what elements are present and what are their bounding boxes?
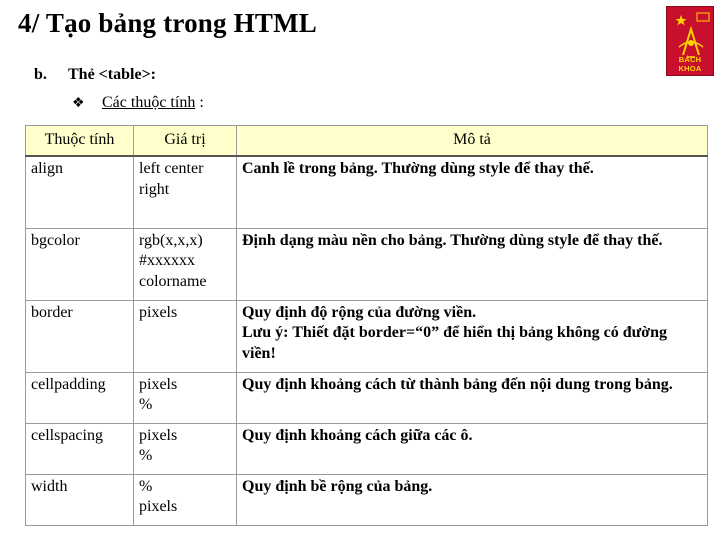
diamond-bullet-icon: ❖ xyxy=(72,96,85,111)
attribute-cell: border xyxy=(26,300,134,372)
logo-text: BÁCH KHOA xyxy=(678,55,702,73)
table-row xyxy=(26,474,708,525)
description-cell: Quy định độ rộng của đường viền. Lưu ý: Thiết đặt border=“0” để hiển thị bảng không có đường viền! xyxy=(237,300,708,372)
description-cell: Định dạng màu nền cho bảng. Thường dùng style để thay thế. xyxy=(237,228,708,300)
table-row xyxy=(26,423,708,474)
value-cell: pixels % xyxy=(134,423,237,474)
table-row xyxy=(26,156,708,228)
value-cell: pixels xyxy=(134,300,237,372)
table-row xyxy=(26,228,708,300)
table-row xyxy=(26,300,708,372)
attributes-table xyxy=(25,125,708,526)
bach-khoa-logo xyxy=(666,6,714,76)
header-description: Mô tả xyxy=(237,126,708,157)
header-value: Giá trị xyxy=(134,126,237,157)
description-cell: Quy định bề rộng của bảng. xyxy=(237,474,708,525)
bullet-text: Các thuộc tính xyxy=(102,94,196,111)
bullet-suffix: : xyxy=(195,94,204,111)
attribute-cell: cellpadding xyxy=(26,372,134,423)
value-cell: left center right xyxy=(134,156,237,228)
attribute-cell: bgcolor xyxy=(26,228,134,300)
description-cell: Quy định khoảng cách giữa các ô. xyxy=(237,423,708,474)
attribute-cell: align xyxy=(26,156,134,228)
value-cell: rgb(x,x,x) #xxxxxx colorname xyxy=(134,228,237,300)
slide-title: 4/ Tạo bảng trong HTML xyxy=(18,8,317,38)
attribute-cell: cellspacing xyxy=(26,423,134,474)
attribute-cell: width xyxy=(26,474,134,525)
subheading-text: Thẻ <table>: xyxy=(68,66,157,83)
description-cell: Quy định khoảng cách từ thành bảng đến nội dung trong bảng. xyxy=(237,372,708,423)
bullet-line xyxy=(72,94,204,112)
description-cell: Canh lề trong bảng. Thường dùng style để thay thế. xyxy=(237,156,708,228)
value-cell: pixels % xyxy=(134,372,237,423)
table-header-row xyxy=(26,126,708,157)
header-attribute: Thuộc tính xyxy=(26,126,134,157)
subheading xyxy=(34,66,156,84)
value-cell: % pixels xyxy=(134,474,237,525)
subheading-marker: b. xyxy=(34,66,47,83)
table-row xyxy=(26,372,708,423)
